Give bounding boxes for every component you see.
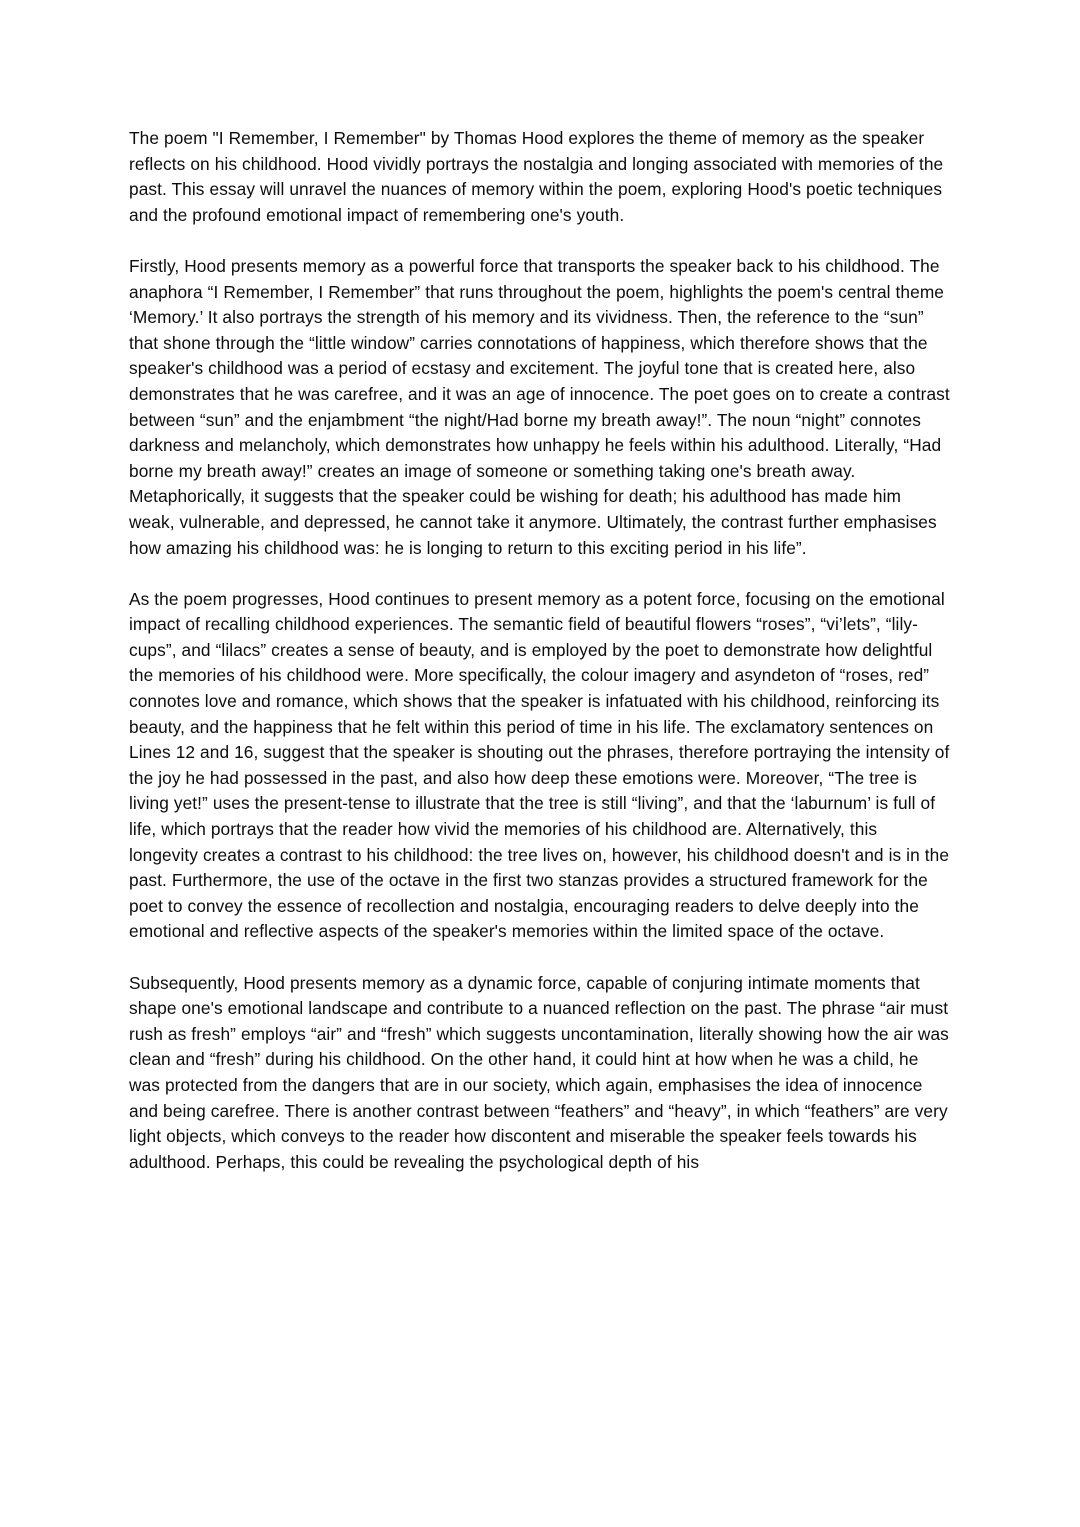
paragraph-body-1: Firstly, Hood presents memory as a powerful force that transports the speaker back to his childhood. The anaphora “I Remember, I Remember” that runs throughout the poem, highlights the poem's central theme ‘Memory.’ It also portrays the strength of his memory and its vividness. Then, the reference to the “sun” that shone through the “little window” carries connotations of happiness, which therefore shows that the speaker's childhood was a period of ecstasy and excitement. The joyful tone that is created here, also demonstrates that he was carefree, and it was an age of innocence. The poet goes on to create a contrast between “sun” and the enjambment “the night/Had borne my breath away!”. The noun “night” connotes darkness and melancholy, which demonstrates how unhappy he feels within his adulthood. Literally, “Had borne my breath away!” creates an image of someone or something taking one's breath away. Metaphorically, it suggests that the speaker could be wishing for death; his adulthood has made him weak, vulnerable, and depressed, he cannot take it anymore. Ultimately, the contrast further emphasises how amazing his childhood was: he is longing to return to this exciting period in his life”. — [129, 255, 955, 558]
paragraph-intro: The poem "I Remember, I Remember" by Thomas Hood explores the theme of memory as the speaker reflects on his childhood. Hood vividly portrays the nostalgia and longing associated with memories of the past. This essay will unravel the nuances of memory within the poem, exploring Hood's poetic techniques and the profound emotional impact of remembering one's youth. — [129, 128, 949, 225]
paragraph-body-2: As the poem progresses, Hood continues to present memory as a potent force, focusing on the emotional impact of recalling childhood experiences. The semantic field of beautiful flowers “roses”, “vi’lets”, “lily-cups”, and “lilacs” creates a sense of beauty, and is employed by the poet to demonstrate how delightful the memories of his childhood were. More specifically, the colour imagery and asyndeton of “roses, red” connotes love and romance, which shows that the speaker is infatuated with his childhood, reinforcing its beauty, and the happiness that he felt within this period of time in his life. The exclamatory sentences on Lines 12 and 16, suggest that the speaker is shouting out the phrases, therefore portraying the intensity of the joy he had possessed in the past, and also how deep these emotions were. Moreover, “The tree is living yet!” uses the present-tense to illustrate that the tree is still “living”, and that the ‘laburnum’ is full of life, which portrays that the reader how vivid the memories of his childhood are. Alternatively, this longevity creates a contrast to his childhood: the tree lives on, however, his childhood doesn't and is in the past. Furthermore, the use of the octave in the first two stanzas provides a structured framework for the poet to convey the essence of recollection and nostalgia, encouraging readers to delve deeply into the emotional and reflective aspects of the speaker's memories within the limited space of the octave. — [129, 588, 955, 942]
essay-body — [129, 126, 955, 1175]
paragraph-body-3: Subsequently, Hood presents memory as a dynamic force, capable of conjuring intimate moments that shape one's emotional landscape and contribute to a nuanced reflection on the past. The phrase “air must rush as fresh” employs “air” and “fresh” which suggests uncontamination, literally showing how the air was clean and “fresh” during his childhood. On the other hand, it could hint at how when he was a child, he was protected from the dangers that are in our society, which again, emphasises the idea of innocence and being carefree. There is another contrast between “feathers” and “heavy”, in which “feathers” are very light objects, which conveys to the reader how discontent and miserable the speaker feels towards his adulthood. Perhaps, this could be revealing the psychological depth of his — [129, 972, 954, 1172]
